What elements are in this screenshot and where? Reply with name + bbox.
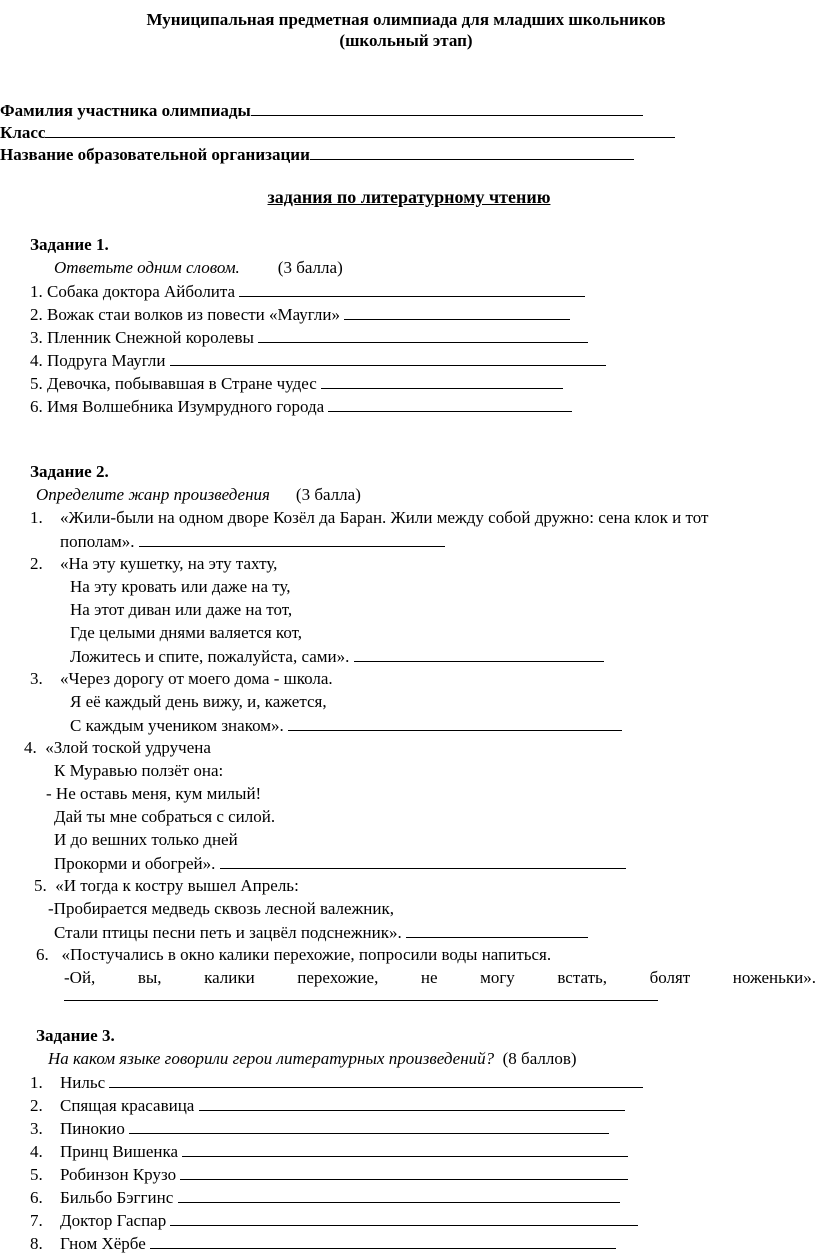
task2-q5-line: «И тогда к костру вышел Апрель: bbox=[55, 876, 299, 895]
task2-instruction-row bbox=[36, 484, 361, 506]
task2-q5-last[interactable] bbox=[54, 921, 588, 944]
task1-instruction-row bbox=[54, 257, 343, 279]
q6-word: болят bbox=[649, 968, 691, 987]
task2-instruction: Определите жанр произведения bbox=[36, 485, 270, 504]
task1-item-text: 2. Вожак стаи волков из повести «Маугли» bbox=[30, 305, 341, 324]
task2-q3-line: «Через дорогу от моего дома - школа. bbox=[60, 669, 333, 688]
item-name: Нильс bbox=[60, 1073, 106, 1092]
item-name: Бильбо Бэггинс bbox=[60, 1188, 174, 1207]
task2-q3-last[interactable] bbox=[70, 714, 622, 737]
task3-item-1[interactable] bbox=[30, 1071, 643, 1094]
task2-q2-line: Где целыми днями валяется кот, bbox=[70, 623, 302, 642]
answer-blank[interactable] bbox=[354, 645, 604, 662]
task2-title: Задание 2. bbox=[30, 462, 109, 481]
task2-q6-num: 6. bbox=[36, 945, 49, 964]
answer-blank[interactable] bbox=[406, 921, 588, 938]
task3-instruction-row bbox=[48, 1048, 577, 1070]
item-name: Пинокио bbox=[60, 1119, 125, 1138]
answer-blank[interactable] bbox=[288, 714, 622, 731]
task1-item-text: 6. Имя Волшебника Изумрудного города bbox=[30, 397, 325, 416]
subject-heading bbox=[0, 186, 816, 208]
task2-q1-num: 1. bbox=[30, 508, 43, 527]
task1-item-3[interactable] bbox=[30, 326, 588, 349]
task1-item-4[interactable] bbox=[30, 349, 606, 372]
q6-word: перехожие, bbox=[297, 968, 379, 987]
task2-q4-line: «Злой тоской удручена bbox=[45, 738, 211, 757]
answer-blank[interactable] bbox=[150, 1232, 616, 1249]
org-label: Название образовательной организации bbox=[0, 145, 310, 164]
task3-item-3[interactable] bbox=[30, 1117, 609, 1140]
task3-item-2[interactable] bbox=[30, 1094, 625, 1117]
olympiad-title: Муниципальная предметная олимпиада для младших школьников bbox=[146, 10, 666, 29]
item-num: 4. bbox=[30, 1142, 43, 1161]
answer-blank[interactable] bbox=[129, 1117, 609, 1134]
task3-item-8[interactable] bbox=[30, 1232, 616, 1255]
task2-q4-text: Прокорми и обогрей». bbox=[54, 854, 216, 873]
item-name: Гном Хёрбе bbox=[60, 1234, 146, 1253]
subject-heading-text: задания по литературному чтению bbox=[267, 187, 551, 207]
task1-item-2[interactable] bbox=[30, 303, 570, 326]
answer-blank[interactable] bbox=[239, 280, 585, 297]
surname-label: Фамилия участника олимпиады bbox=[0, 101, 251, 120]
q6-word: калики bbox=[204, 968, 255, 987]
task3-item-7[interactable] bbox=[30, 1209, 638, 1232]
task1-item-6[interactable] bbox=[30, 395, 572, 418]
task2-q4-line: Дай ты мне собраться с силой. bbox=[54, 807, 276, 826]
task2-q4-first bbox=[24, 737, 211, 759]
q6-word: встать, bbox=[557, 968, 608, 987]
answer-blank[interactable] bbox=[139, 530, 445, 547]
answer-blank[interactable] bbox=[170, 1209, 638, 1226]
task2-q6-answer-line[interactable] bbox=[64, 984, 658, 1007]
task2-q1-line2[interactable] bbox=[60, 530, 445, 553]
answer-blank[interactable] bbox=[199, 1094, 625, 1111]
task2-q5-line: -Пробирается медведь сквозь лесной валежник, bbox=[48, 899, 395, 918]
task2-q1-text: пополам». bbox=[60, 532, 135, 551]
answer-blank[interactable] bbox=[178, 1186, 620, 1203]
answer-blank[interactable] bbox=[344, 303, 570, 320]
task3-points: (8 баллов) bbox=[502, 1049, 577, 1068]
item-num: 1. bbox=[30, 1073, 43, 1092]
grade-label: Класс bbox=[0, 123, 46, 142]
page-subtitle bbox=[0, 30, 816, 52]
task2-q3-line: Я её каждый день вижу, и, кажется, bbox=[70, 692, 327, 711]
org-blank[interactable] bbox=[310, 141, 634, 160]
task2-q6-first bbox=[36, 944, 551, 966]
task1-item-text: 4. Подруга Маугли bbox=[30, 351, 166, 370]
olympiad-stage: (школьный этап) bbox=[339, 31, 473, 50]
task2-q2-line: На эту кровать или даже на ту, bbox=[70, 577, 291, 596]
task2-q4-num: 4. bbox=[24, 738, 37, 757]
answer-blank[interactable] bbox=[328, 395, 572, 412]
task1-instruction: Ответьте одним словом. bbox=[54, 258, 240, 277]
answer-blank[interactable] bbox=[180, 1163, 628, 1180]
task1-title: Задание 1. bbox=[30, 235, 109, 254]
task2-q2-num: 2. bbox=[30, 554, 43, 573]
task1-item-text: 3. Пленник Снежной королевы bbox=[30, 328, 254, 347]
task1-points: (3 балла) bbox=[277, 258, 343, 277]
item-num: 3. bbox=[30, 1119, 43, 1138]
answer-blank[interactable] bbox=[321, 372, 563, 389]
answer-blank[interactable] bbox=[109, 1071, 643, 1088]
answer-blank[interactable] bbox=[220, 852, 626, 869]
task2-q4-line: И до вешних только дней bbox=[54, 830, 238, 849]
task2-q3-num: 3. bbox=[30, 669, 43, 688]
answer-blank[interactable] bbox=[182, 1140, 628, 1157]
task2-q3-text: С каждым учеником знаком». bbox=[70, 716, 284, 735]
task2-q1-line1: «Жили-были на одном дворе Козёл да Баран. Жили между собой дружно: сена клок и тот bbox=[60, 508, 709, 527]
q6-word: ноженьки». bbox=[732, 968, 816, 987]
task2-q2-line: «На эту кушетку, на эту тахту, bbox=[60, 554, 278, 573]
task2-q6-line1: «Постучались в окно калики перехожие, попросили воды напиться. bbox=[61, 945, 552, 964]
task3-item-4[interactable] bbox=[30, 1140, 628, 1163]
task1-item-5[interactable] bbox=[30, 372, 563, 395]
task2-q5-first bbox=[34, 875, 299, 897]
q6-word: не bbox=[420, 968, 438, 987]
task3-title: Задание 3. bbox=[36, 1026, 115, 1045]
task2-q2-line: На этот диван или даже на тот, bbox=[70, 600, 293, 619]
q6-word: могу bbox=[480, 968, 515, 987]
item-num: 6. bbox=[30, 1188, 43, 1207]
task2-q4-line: - Не оставь меня, кум милый! bbox=[46, 784, 262, 803]
task1-item-text: 1. Собака доктора Айболита bbox=[30, 282, 236, 301]
answer-blank[interactable] bbox=[170, 349, 606, 366]
answer-blank[interactable] bbox=[258, 326, 588, 343]
q6-word: вы, bbox=[137, 968, 162, 987]
item-num: 2. bbox=[30, 1096, 43, 1115]
task1-item-text: 5. Девочка, побывавшая в Стране чудес bbox=[30, 374, 317, 393]
item-name: Доктор Гаспар bbox=[60, 1211, 167, 1230]
item-name: Спящая красавица bbox=[60, 1096, 195, 1115]
q6-word: -Ой, bbox=[64, 968, 96, 987]
task2-q4-line: К Муравью ползёт она: bbox=[54, 761, 224, 780]
task2-q2-text: Ложитесь и спите, пожалуйста, сами». bbox=[70, 647, 350, 666]
item-num: 5. bbox=[30, 1165, 43, 1184]
task3-instruction: На каком языке говорили герои литературных произведений? bbox=[48, 1049, 495, 1068]
task3-item-5[interactable] bbox=[30, 1163, 628, 1186]
item-num: 7. bbox=[30, 1211, 43, 1230]
task2-q5-text: Стали птицы песни петь и зацвёл подснежник». bbox=[54, 923, 402, 942]
surname-blank[interactable] bbox=[251, 97, 643, 116]
task2-q4-last[interactable] bbox=[54, 852, 626, 875]
item-num: 8. bbox=[30, 1234, 43, 1253]
answer-blank[interactable] bbox=[64, 984, 658, 1001]
task2-points: (3 балла) bbox=[295, 485, 361, 504]
page-title bbox=[0, 9, 816, 31]
task2-q5-num: 5. bbox=[34, 876, 47, 895]
grade-blank[interactable] bbox=[45, 119, 675, 138]
item-name: Принц Вишенка bbox=[60, 1142, 179, 1161]
item-name: Робинзон Крузо bbox=[60, 1165, 177, 1184]
org-field[interactable] bbox=[0, 141, 634, 166]
task2-q2-last[interactable] bbox=[70, 645, 604, 668]
task3-item-6[interactable] bbox=[30, 1186, 620, 1209]
task1-item-1[interactable] bbox=[30, 280, 585, 303]
